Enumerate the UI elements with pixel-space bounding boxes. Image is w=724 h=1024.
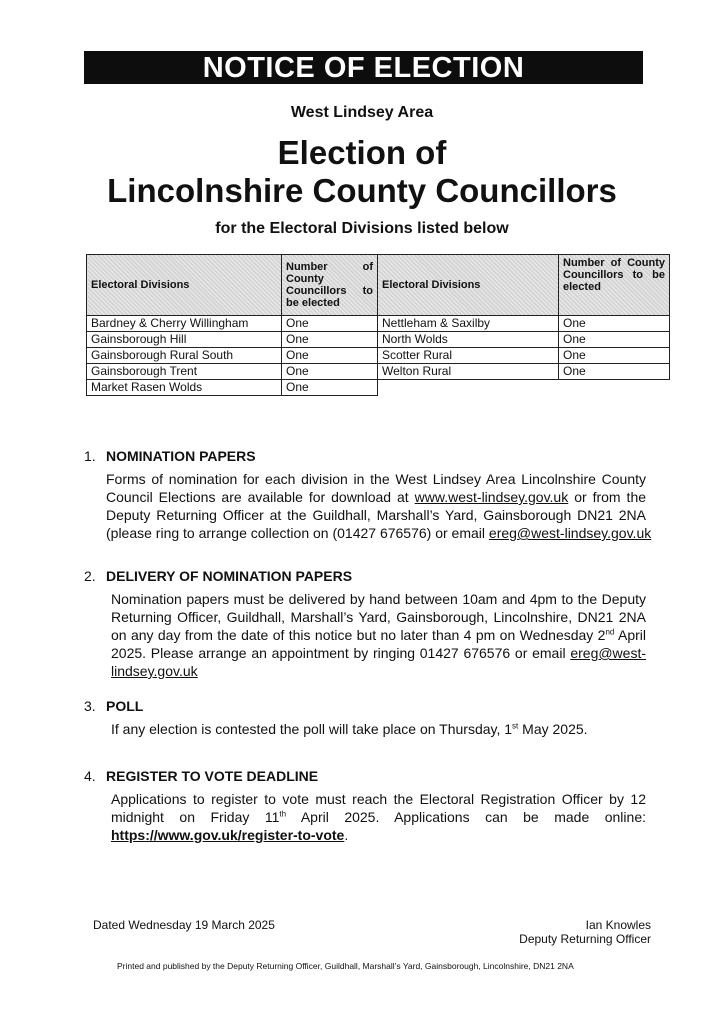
division-name: Bardney & Cherry Willingham [87, 316, 282, 332]
councillor-count: One [559, 332, 670, 348]
imprint-text: Printed and published by the Deputy Returning Officer, Guildhall, Marshall’s Yard, Gainsborough, Lincolnshire, DN21 2NA [117, 961, 574, 971]
section-number: 4. [84, 768, 96, 784]
dated-text: Dated Wednesday 19 March 2025 [93, 918, 275, 932]
email-link[interactable]: ereg@west- [570, 645, 647, 661]
section-number: 3. [84, 698, 96, 714]
section-number: 1. [84, 448, 96, 464]
councillor-count: One [282, 316, 378, 332]
division-name: Scotter Rural [378, 348, 559, 364]
signatory-name: Ian Knowles [585, 918, 651, 932]
table-header-row [87, 255, 670, 316]
header-divisions-left: Electoral Divisions [87, 255, 282, 316]
signatory-role: Deputy Returning Officer [519, 932, 651, 946]
section-body: Forms of nomination for each division in the West Lindsey Area Lincolnshire County Council Elections are available for download at www.west-lindsey.gov.uk or from the Deputy Returning Officer at the Guildhall, Marshall’s Yard, Gainsborough DN21 2NA (please ring to arrange collection on (01427 676576) or email ereg@west-lindsey.gov.uk [106, 471, 652, 541]
division-name: Gainsborough Hill [87, 332, 282, 348]
division-name: Nettleham & Saxilby [378, 316, 559, 332]
table-row [87, 364, 670, 380]
section-body: Nomination papers must be delivered by hand between 10am and 4pm to the Deputy Returning Officer, Guildhall, Marshall’s Yard, Gainsborough, Lincolnshire, DN21 2NA on any day from the date of this notice but no later than 4 pm on Wednesday 2nd April 2025. Please arrange an appointment by ringing 01427 676576 or email ereg@west- lindsey.gov.uk [111, 591, 647, 679]
header-number-right: Number of County Councillors to be elected [559, 255, 670, 316]
section-heading: NOMINATION PAPERS [106, 448, 256, 464]
subtitle: for the Electoral Divisions listed below [215, 220, 509, 237]
register-to-vote-link[interactable]: https://www.gov.uk/register-to-vote [111, 827, 345, 843]
division-name: Welton Rural [378, 364, 559, 380]
section-heading: REGISTER TO VOTE DEADLINE [106, 768, 319, 784]
division-name: North Wolds [378, 332, 559, 348]
section-body: Applications to register to vote must reach the Electoral Registration Officer by 12 midnight on Friday 11th April 2025. Applications can be made online: https://www.gov.uk/register-to-vote. [111, 791, 646, 843]
email-link-continued[interactable]: lindsey.gov.uk [111, 663, 198, 679]
table-row [87, 348, 670, 364]
division-name: Gainsborough Trent [87, 364, 282, 380]
title-line-1: Election of [277, 134, 447, 171]
section-number: 2. [84, 568, 96, 584]
divisions-table [86, 254, 670, 396]
councillor-count: One [559, 364, 670, 380]
title-line-2: Lincolnshire County Councillors [107, 172, 617, 209]
table-row [87, 380, 670, 396]
empty-cell [378, 380, 559, 396]
councillor-count: One [282, 348, 378, 364]
email-link[interactable]: ereg@west-lindsey.gov.uk [488, 525, 652, 541]
councillor-count: One [282, 364, 378, 380]
header-number-left: Number of County Councillors to be elected [282, 255, 378, 316]
councillor-count: One [282, 332, 378, 348]
councillor-count: One [559, 316, 670, 332]
section-heading: DELIVERY OF NOMINATION PAPERS [106, 568, 353, 584]
table-row [87, 332, 670, 348]
website-link[interactable]: www.west-lindsey.gov.uk [414, 489, 569, 505]
division-name: Gainsborough Rural South [87, 348, 282, 364]
header-divisions-right: Electoral Divisions [378, 255, 559, 316]
area-heading: West Lindsey Area [290, 104, 434, 121]
councillor-count: One [282, 380, 378, 396]
table-row [87, 316, 670, 332]
empty-cell [559, 380, 670, 396]
section-heading: POLL [106, 698, 144, 714]
councillor-count: One [559, 348, 670, 364]
section-body: If any election is contested the poll will take place on Thursday, 1st May 2025. [111, 721, 588, 737]
division-name: Market Rasen Wolds [87, 380, 282, 396]
notice-banner: NOTICE OF ELECTION [84, 51, 643, 84]
